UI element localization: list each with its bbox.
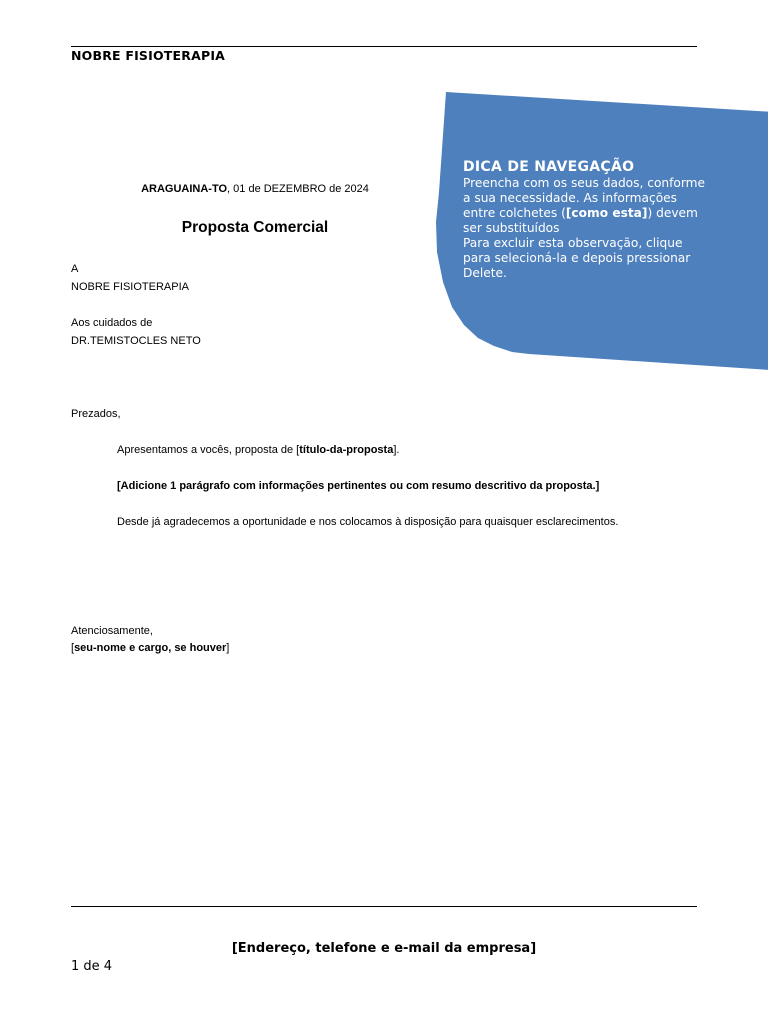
signature-placeholder: seu-nome e cargo, se houver — [74, 642, 227, 654]
footer-contact: [Endereço, telefone e e-mail da empresa] — [231, 941, 537, 956]
proposal-title-placeholder: título-da-proposta — [299, 444, 394, 456]
tip-text: ) devem — [647, 206, 698, 220]
closing: Atenciosamente, — [71, 625, 153, 637]
date: , 01 de DEZEMBRO de 2024 — [227, 183, 369, 195]
header-company: NOBRE FISIOTERAPIA — [71, 48, 226, 63]
header-rule — [71, 46, 697, 47]
tip-line: Preencha com os seus dados, conforme — [463, 176, 706, 190]
recipient-company: NOBRE FISIOTERAPIA — [71, 281, 189, 293]
tip-text: entre colchetes ( — [463, 206, 566, 220]
tip-example-bold: [como esta] — [565, 206, 648, 220]
greeting: Prezados, — [71, 408, 121, 420]
paragraph-intro — [117, 444, 399, 456]
tip-line: a sua necessidade. As informações — [463, 191, 678, 205]
paragraph-placeholder: [Adicione 1 parágrafo com informações pertinentes ou com resumo descritivo da proposta.] — [117, 480, 600, 492]
date-line — [0, 183, 510, 195]
attention-name: DR.TEMISTOCLES NETO — [71, 335, 201, 347]
tip-line: Delete. — [463, 266, 507, 280]
attention-label: Aos cuidados de — [71, 317, 153, 329]
signature-bracket: [ — [71, 642, 75, 654]
paragraph-text: Apresentamos a vocês, proposta de [ — [117, 444, 300, 456]
document-title: Proposta Comercial — [181, 219, 329, 236]
page-count: 1 de 4 — [71, 959, 113, 974]
paragraph-text: ]. — [393, 444, 400, 456]
recipient-label: A — [71, 263, 79, 275]
tip-line: ser substituídos — [463, 221, 560, 235]
signature — [71, 642, 229, 654]
tip-line: para selecioná-la e depois pressionar — [463, 251, 691, 265]
paragraph-thanks: Desde já agradecemos a oportunidade e nos colocamos à disposição para quaisquer esclarecimentos. — [117, 516, 619, 528]
city: ARAGUAINA-TO — [141, 183, 228, 195]
tip-title: DICA DE NAVEGAÇÃO — [463, 159, 635, 175]
tip-line: Para excluir esta observação, clique — [463, 236, 683, 250]
signature-bracket: ] — [226, 642, 230, 654]
footer-rule — [71, 906, 697, 907]
